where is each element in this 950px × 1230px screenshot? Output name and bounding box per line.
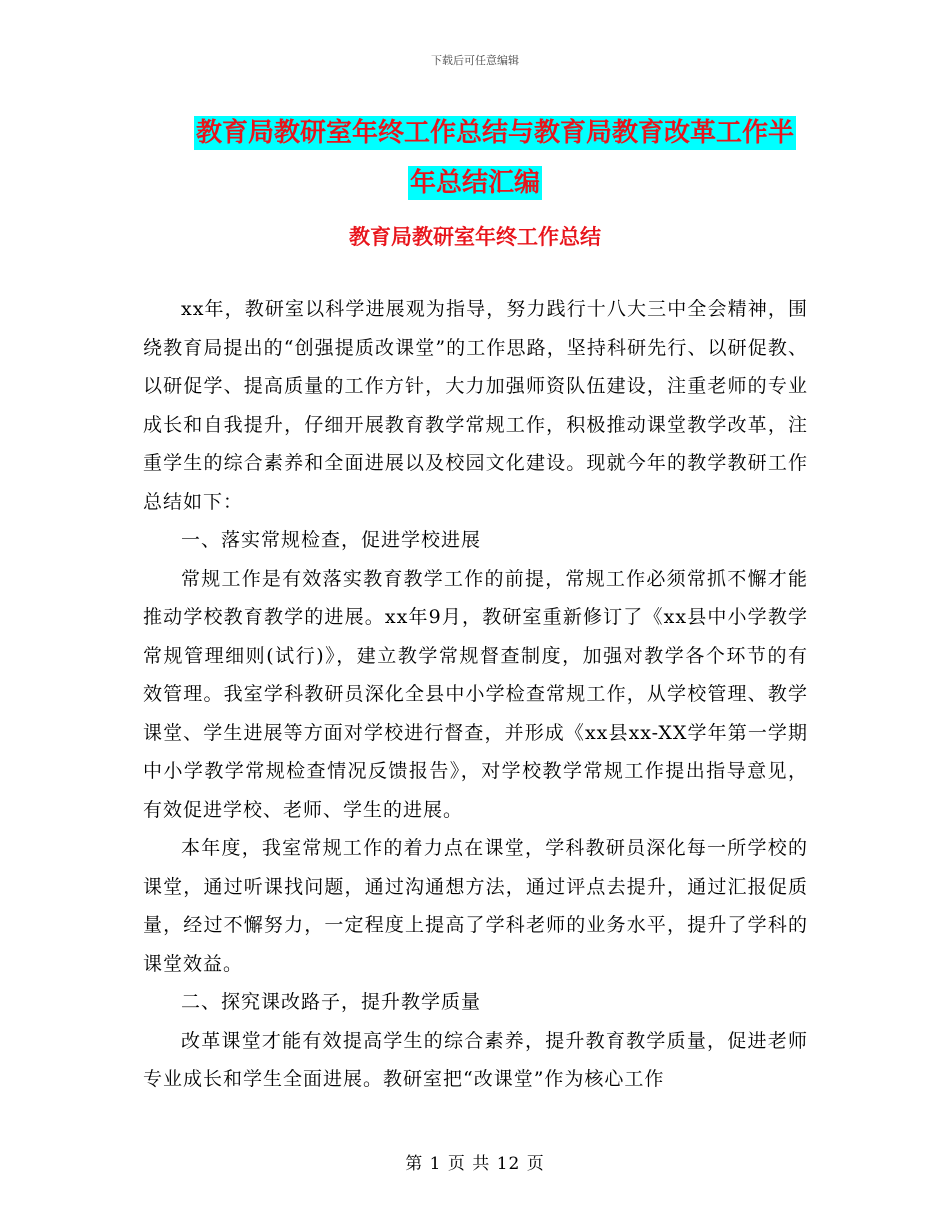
document-body bbox=[143, 290, 808, 1099]
paragraph: xx年，教研室以科学进展观为指导，努力践行十八大三中全会精神，围绕教育局提出的“创强提质改课堂”的工作思路，坚持科研先行、以研促教、以研促学、提高质量的工作方针，大力加强师资队伍建设，注重老师的专业成长和自我提升，仔细开展教育教学常规工作，积极推动课堂教学改革，注重学生的综合素养和全面进展以及校园文化建设。现就今年的教学教研工作总结如下： bbox=[143, 298, 808, 513]
page-footer: 第 1 页 共 12 页 bbox=[405, 1154, 545, 1174]
title-line-1: 教育局教研室年终工作总结与教育局教育改革工作半 bbox=[195, 118, 794, 148]
document-title bbox=[0, 108, 950, 208]
paragraph: 改革课堂才能有效提高学生的综合素养，提升教育教学质量，促进老师专业成长和学生全面进展。教研室把“改课堂”作为核心工作 bbox=[143, 1029, 808, 1090]
paragraph-heading: 二、探究课改路子，提升教学质量 bbox=[181, 991, 482, 1013]
header-note: 下载后可任意编辑 bbox=[431, 54, 519, 67]
title-line-2: 年总结汇编 bbox=[409, 168, 540, 198]
paragraph: 常规工作是有效落实教育教学工作的前提，常规工作必须常抓不懈才能推动学校教育教学的进展。xx年9月，教研室重新修订了《xx县中小学教学常规管理细则(试行)》，建立教学常规督查制度，加强对教学各个环节的有效管理。我室学科教研员深化全县中小学检查常规工作，从学校管理、教学课堂、学生进展等方面对学校进行督查，并形成《xx县xx-XX学年第一学期中小学教学常规检查情况反馈报告》，对学校教学常规工作提出指导意见，有效促进学校、老师、学生的进展。 bbox=[143, 567, 808, 821]
paragraph: 本年度，我室常规工作的着力点在课堂，学科教研员深化每一所学校的课堂，通过听课找问题，通过沟通想方法，通过评点去提升，通过汇报促质量，经过不懈努力，一定程度上提高了学科老师的业务水平，提升了学科的课堂效益。 bbox=[143, 837, 808, 975]
paragraph-heading: 一、落实常规检查，促进学校进展 bbox=[181, 529, 482, 551]
section-title: 教育局教研室年终工作总结 bbox=[349, 225, 601, 249]
